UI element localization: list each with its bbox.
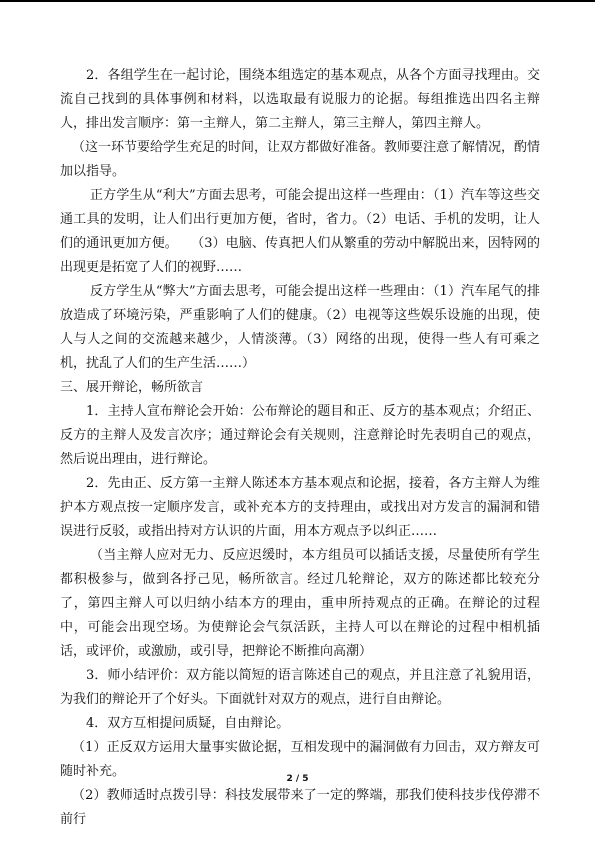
paragraph-free-debate: 4．双方互相提问质疑，自由辩论。 <box>86 716 290 731</box>
paragraph-teacher-guidance: （2）教师适时点拨引导：科技发展带来了一定的弊端，那我们使科技步伐停滞不前行 <box>60 788 540 827</box>
paragraph-host-opening: 1．主持人宣布辩论会开始：公布辩论的题目和正、反方的基本观点；介绍正、反方的主辩人及发言次序；通过辩论会有关规则，注意辩论时先表明自己的观点，然后说出理由，进行辩论。 <box>60 404 540 467</box>
paragraph-facts-rebuttal: （1）正反双方运用大量事实做论据，互相发现中的漏洞做有力回击，双方辩友可随时补充。 <box>60 740 540 779</box>
paragraph-con-side: 反方学生从“弊大”方面去思考，可能会提出这样一些理由：（1）汽车尾气的排放造成了环境污染，严重影响了人们的健康。（2）电视等这些娱乐设施的出现，使人与人之间的交流越来越少，人情淡薄。（3）网络的出现，使得一些人有可乘之机，扰乱了人们的生产生活……） <box>60 284 540 371</box>
paragraph-pro-side: 正方学生从“利大”方面去思考，可能会提出这样一些理由：（1）汽车等这些交通工具的发明，让人们出行更加方便，省时，省力。（2）电话、手机的发明，让人们的通讯更加方便。 （3）电脑、传真把人们从繁重的劳动中解脱出来，因特网的出现更是拓宽了人们的视野…… <box>60 188 540 275</box>
paragraph-preparation-note: （这一环节要给学生充足的时间，让双方都做好准备。教师要注意了解情况，酌情加以指导。 <box>60 140 541 179</box>
top-rule <box>0 0 595 2</box>
paragraph-first-speakers: 2．先由正、反方第一主辩人陈述本方基本观点和论据，接着，各方主辩人为维护本方观点按一定顺序发言，或补充本方的支持理由，或找出对方发言的漏洞和错误进行反驳，或指出持对方认识的片面，用本方观点予以纠正…… <box>60 476 540 539</box>
paragraph-group-discussion: 2．各组学生在一起讨论，围绕本组选定的基本观点，从各个方面寻找理由。交流自己找到的具体事例和材料，以选取最有说服力的论据。每组推选出四名主辩人，排出发言顺序：第一主辩人，第二主辩人，第三主辩人，第四主辩人。 <box>60 68 540 131</box>
document-body <box>60 64 540 832</box>
page-number: 2 / 5 <box>286 774 309 784</box>
paragraph-teacher-summary: 3．师小结评价：双方能以简短的语言陈述自己的观点，并且注意了礼貌用语，为我们的辩论开了个好头。下面就针对双方的观点，进行自由辩论。 <box>60 668 540 707</box>
paragraph-support-note: （当主辩人应对无力、反应迟缓时，本方组员可以插话支援，尽量使所有学生都积极参与，做到各抒己见，畅所欲言。经过几轮辩论，双方的陈述都比较充分了，第四主辩人可以归纳小结本方的理由，重申所持观点的正确。在辩论的过程中，可能会出现空场。为使辩论会气氛活跃，主持人可以在辩论的过程中相机插话，或评价，或激励，或引导，把辩论不断推向高潮） <box>60 548 540 659</box>
section-heading-debate: 三、展开辩论，畅所欲言 <box>60 380 204 395</box>
